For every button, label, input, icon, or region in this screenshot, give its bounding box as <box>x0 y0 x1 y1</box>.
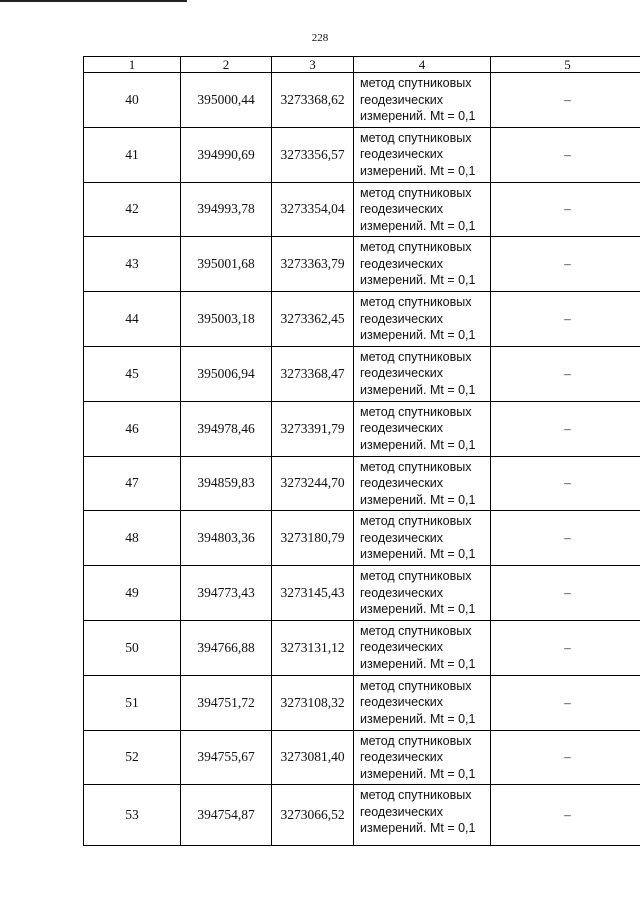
method-line-3: измерений. Mt = 0,1 <box>360 328 476 343</box>
method-line-2: геодезических <box>360 366 444 381</box>
method-line-1: метод спутниковых <box>360 130 472 145</box>
x-coordinate-cell: 394766,88 <box>181 620 272 675</box>
description-cell: – <box>491 730 640 785</box>
header-row <box>84 57 640 73</box>
method-line-2: геодезических <box>360 256 444 271</box>
method-cell <box>354 401 491 456</box>
method-line-3: измерений. Mt = 0,1 <box>360 109 476 123</box>
header-col-5: 5 <box>491 57 640 73</box>
description-cell: – <box>491 292 640 347</box>
method-line-3: измерений. Mt = 0,1 <box>360 273 476 288</box>
method-line-3: измерений. Mt = 0,1 <box>360 163 476 178</box>
table-row <box>84 511 640 566</box>
description-cell: – <box>491 237 640 292</box>
point-number-cell: 42 <box>84 182 181 237</box>
method-line-2: геодезических <box>360 585 444 600</box>
header-col-3: 3 <box>272 57 354 73</box>
table-row <box>84 620 640 675</box>
point-number-cell: 45 <box>84 346 181 401</box>
y-coordinate-cell: 3273145,43 <box>272 566 354 621</box>
method-line-2: геодезических <box>360 695 444 710</box>
method-line-2: геодезических <box>360 147 444 162</box>
x-coordinate-cell: 394859,83 <box>181 456 272 511</box>
method-line-2: геодезических <box>360 804 444 819</box>
point-number-cell: 41 <box>84 127 181 182</box>
method-line-2: геодезических <box>360 92 444 107</box>
method-line-3: измерений. Mt = 0,1 <box>360 766 476 781</box>
method-line-3: измерений. Mt = 0,1 <box>360 437 476 452</box>
method-line-1: метод спутниковых <box>360 514 472 529</box>
point-number-cell: 51 <box>84 675 181 730</box>
method-line-1: метод спутниковых <box>360 295 472 310</box>
method-line-2: геодезических <box>360 202 444 217</box>
table-row <box>84 73 640 128</box>
x-coordinate-cell: 395003,18 <box>181 292 272 347</box>
y-coordinate-cell: 3273066,52 <box>272 785 354 846</box>
method-line-1: метод спутниковых <box>360 349 472 364</box>
method-line-1: метод спутниковых <box>360 569 472 584</box>
table-row <box>84 127 640 182</box>
point-number-cell: 50 <box>84 620 181 675</box>
y-coordinate-cell: 3273244,70 <box>272 456 354 511</box>
method-cell <box>354 73 491 128</box>
method-cell <box>354 346 491 401</box>
coordinates-table <box>83 56 640 846</box>
page-number: 228 <box>311 32 329 44</box>
method-cell <box>354 785 491 846</box>
y-coordinate-cell: 3273180,79 <box>272 511 354 566</box>
point-number-cell: 48 <box>84 511 181 566</box>
x-coordinate-cell: 394755,67 <box>181 730 272 785</box>
method-line-1: метод спутниковых <box>360 459 472 474</box>
point-number-cell: 43 <box>84 237 181 292</box>
top-rule <box>0 0 187 2</box>
method-line-2: геодезических <box>360 311 444 326</box>
method-line-3: измерений. Mt = 0,1 <box>360 656 476 671</box>
x-coordinate-cell: 394978,46 <box>181 401 272 456</box>
method-line-2: геодезических <box>360 750 444 765</box>
point-number-cell: 46 <box>84 401 181 456</box>
y-coordinate-cell: 3273131,12 <box>272 620 354 675</box>
method-line-3: измерений. Mt = 0,1 <box>360 602 476 617</box>
description-cell: – <box>491 401 640 456</box>
y-coordinate-cell: 3273391,79 <box>272 401 354 456</box>
x-coordinate-cell: 394990,69 <box>181 127 272 182</box>
description-cell: – <box>491 73 640 128</box>
table-row <box>84 566 640 621</box>
description-cell: – <box>491 456 640 511</box>
method-line-1: метод спутниковых <box>360 240 472 255</box>
method-cell <box>354 237 491 292</box>
description-cell: – <box>491 346 640 401</box>
y-coordinate-cell: 3273368,47 <box>272 346 354 401</box>
table-row <box>84 785 640 846</box>
y-coordinate-cell: 3273108,32 <box>272 675 354 730</box>
point-number-cell: 49 <box>84 566 181 621</box>
table-row <box>84 182 640 237</box>
method-cell <box>354 292 491 347</box>
x-coordinate-cell: 394803,36 <box>181 511 272 566</box>
point-number-cell: 53 <box>84 785 181 846</box>
method-line-1: метод спутниковых <box>360 733 472 748</box>
table-row <box>84 237 640 292</box>
table-body <box>84 73 640 846</box>
header-col-4: 4 <box>354 57 491 73</box>
method-cell <box>354 620 491 675</box>
method-line-1: метод спутниковых <box>360 678 472 693</box>
description-cell: – <box>491 566 640 621</box>
header-col-1: 1 <box>84 57 181 73</box>
method-line-3: измерений. Mt = 0,1 <box>360 492 476 507</box>
y-coordinate-cell: 3273363,79 <box>272 237 354 292</box>
method-cell <box>354 127 491 182</box>
method-line-3: измерений. Mt = 0,1 <box>360 711 476 726</box>
method-line-3: измерений. Mt = 0,1 <box>360 547 476 562</box>
method-line-1: метод спутниковых <box>360 185 472 200</box>
y-coordinate-cell: 3273081,40 <box>272 730 354 785</box>
header-col-2: 2 <box>181 57 272 73</box>
method-cell <box>354 566 491 621</box>
x-coordinate-cell: 394773,43 <box>181 566 272 621</box>
method-line-3: измерений. Mt = 0,1 <box>360 218 476 233</box>
description-cell: – <box>491 620 640 675</box>
description-cell: – <box>491 127 640 182</box>
table-row <box>84 730 640 785</box>
method-cell <box>354 456 491 511</box>
method-line-1: метод спутниковых <box>360 76 472 90</box>
description-cell: – <box>491 182 640 237</box>
y-coordinate-cell: 3273368,62 <box>272 73 354 128</box>
y-coordinate-cell: 3273362,45 <box>272 292 354 347</box>
x-coordinate-cell: 394993,78 <box>181 182 272 237</box>
method-line-2: геодезических <box>360 421 444 436</box>
x-coordinate-cell: 394754,87 <box>181 785 272 846</box>
x-coordinate-cell: 395006,94 <box>181 346 272 401</box>
method-cell <box>354 182 491 237</box>
y-coordinate-cell: 3273354,04 <box>272 182 354 237</box>
x-coordinate-cell: 394751,72 <box>181 675 272 730</box>
method-line-3: измерений. Mt = 0,1 <box>360 821 476 836</box>
point-number-cell: 52 <box>84 730 181 785</box>
description-cell: – <box>491 785 640 846</box>
x-coordinate-cell: 395000,44 <box>181 73 272 128</box>
method-line-3: измерений. Mt = 0,1 <box>360 382 476 397</box>
point-number-cell: 40 <box>84 73 181 128</box>
method-line-2: геодезических <box>360 640 444 655</box>
method-line-1: метод спутниковых <box>360 788 472 803</box>
description-cell: – <box>491 675 640 730</box>
table-row <box>84 401 640 456</box>
table-row <box>84 456 640 511</box>
method-line-1: метод спутниковых <box>360 404 472 419</box>
point-number-cell: 47 <box>84 456 181 511</box>
table-row <box>84 346 640 401</box>
method-cell <box>354 511 491 566</box>
point-number-cell: 44 <box>84 292 181 347</box>
method-line-1: метод спутниковых <box>360 623 472 638</box>
x-coordinate-cell: 395001,68 <box>181 237 272 292</box>
y-coordinate-cell: 3273356,57 <box>272 127 354 182</box>
table-row <box>84 675 640 730</box>
method-line-2: геодезических <box>360 530 444 545</box>
description-cell: – <box>491 511 640 566</box>
method-cell <box>354 675 491 730</box>
method-line-2: геодезических <box>360 476 444 491</box>
table-row <box>84 292 640 347</box>
method-cell <box>354 730 491 785</box>
